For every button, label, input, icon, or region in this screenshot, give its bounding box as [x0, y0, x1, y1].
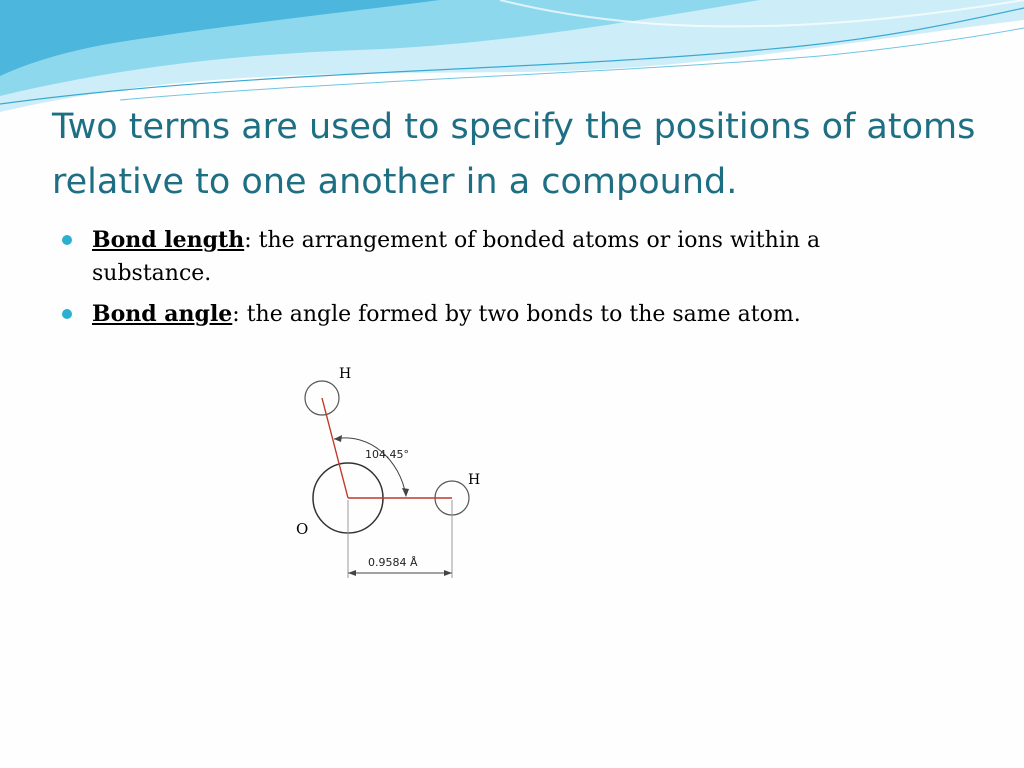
bullet-term: Bond angle — [92, 301, 233, 327]
angle-arrow-end — [402, 488, 409, 497]
dimension-arrow-right — [444, 570, 452, 576]
bullet-list — [62, 224, 942, 339]
bullet-item-bond-angle — [62, 298, 942, 331]
bullet-dot-icon — [62, 235, 72, 245]
bullet-term: Bond length — [92, 227, 245, 253]
bullet-dot-icon — [62, 309, 72, 319]
bullet-item-bond-length — [62, 224, 942, 290]
bond-length-label: 0.9584 Å — [368, 556, 418, 569]
slide-title: Two terms are used to specify the positions of atoms relative to one another in a compound. — [52, 107, 976, 202]
bond-line-oh-top — [322, 398, 348, 498]
water-molecule-diagram — [290, 360, 490, 590]
bond-angle-label: 104.45° — [365, 448, 409, 461]
bullet-definition: : the arrangement of bonded atoms or ions within a substance. — [92, 228, 821, 286]
atom-label-h-top: H — [339, 366, 352, 382]
dimension-arrow-left — [348, 570, 356, 576]
angle-arrow-start — [334, 435, 342, 442]
atom-label-h-right: H — [468, 472, 481, 488]
bullet-definition: : the angle formed by two bonds to the same atom. — [232, 302, 801, 327]
atom-label-o: O — [296, 520, 309, 538]
